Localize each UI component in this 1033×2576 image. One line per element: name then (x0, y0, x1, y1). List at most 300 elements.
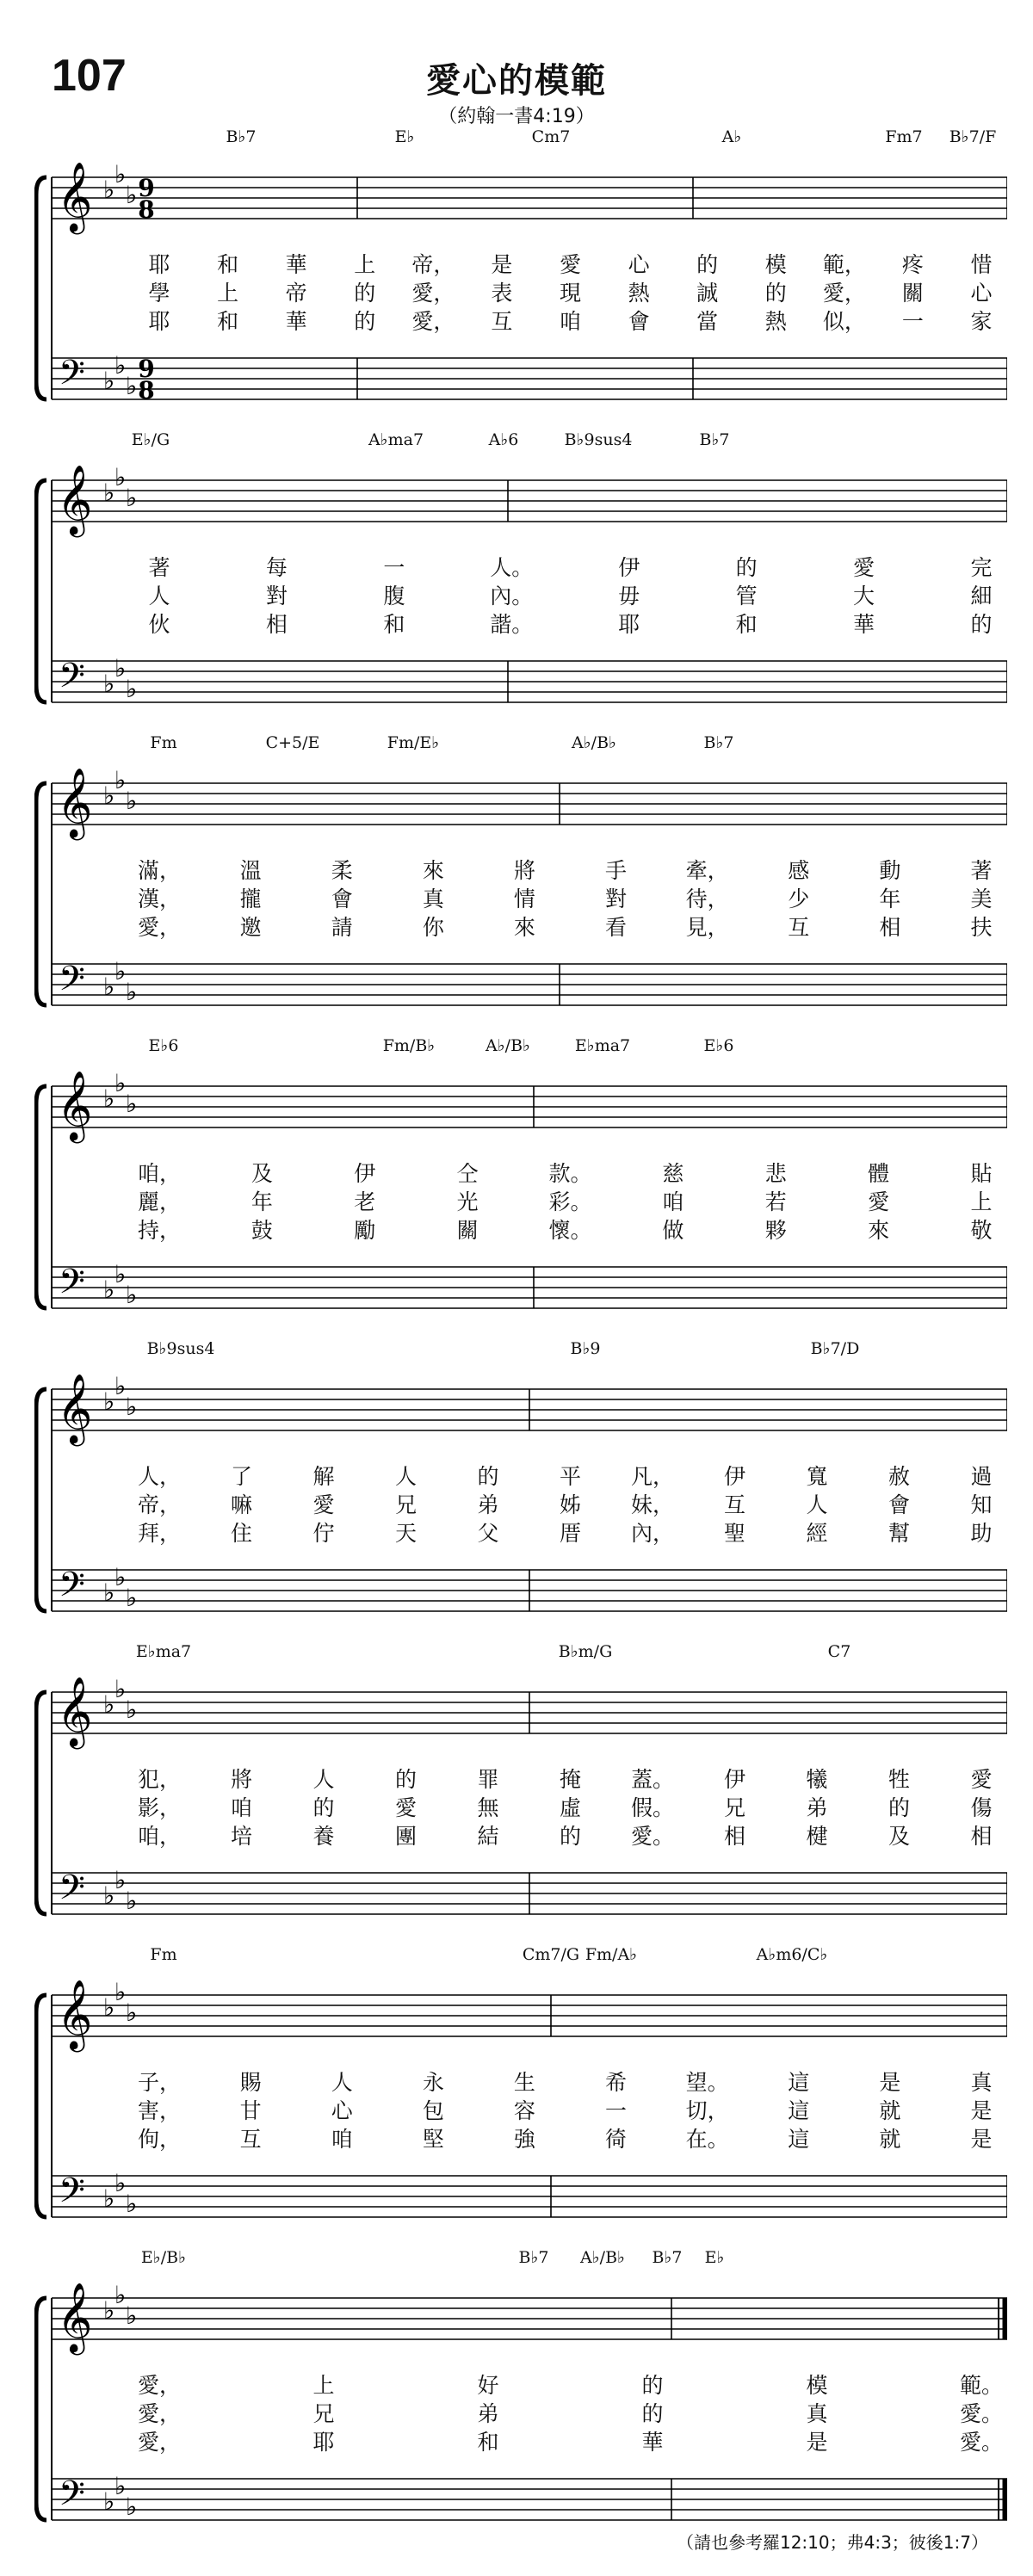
lyric-syllable: 動 (879, 858, 901, 883)
key-flat-icon: ♭ (126, 2301, 138, 2330)
treble-clef-icon: 𝄞 (57, 1373, 93, 1443)
lyric-syllable: 華 (853, 612, 875, 637)
key-flat-icon: ♭ (114, 351, 127, 380)
lyric-syllable: 諧。 (490, 612, 534, 637)
lyric-syllable: 持， (137, 1218, 182, 1243)
lyric-syllable: 帝， (411, 252, 455, 277)
lyric-syllable: 過 (970, 1464, 993, 1489)
lyric-syllable: 似， (822, 309, 866, 334)
lyric-syllable: 人。 (490, 555, 534, 580)
lyric-syllable: 愛 (559, 252, 582, 277)
lyric-syllable: 溫 (239, 858, 262, 883)
lyric-syllable: 愛 (394, 1795, 418, 1820)
chord-symbol: Cm7 (531, 127, 571, 146)
system-bracket (36, 480, 46, 702)
chord-symbol: B♭7/D (810, 1339, 860, 1358)
key-flat-icon: ♭ (103, 670, 115, 698)
hymn-title: 愛心的模範 (426, 61, 607, 101)
key-flat-icon: ♭ (114, 1866, 127, 1894)
lyric-syllable: 鼓 (251, 1218, 273, 1243)
key-flat-icon: ♭ (114, 2281, 127, 2309)
chord-symbol: A♭/B♭ (485, 1036, 531, 1055)
lyric-syllable: 姊 (559, 1492, 582, 1517)
score-system (34, 733, 1007, 1039)
lyric-syllable: 伊 (723, 1464, 746, 1489)
lyric-syllable: 上 (354, 252, 376, 277)
lyric-syllable: 大 (853, 584, 875, 608)
lyric-syllable: 愛， (137, 2401, 182, 2426)
treble-clef-icon: 𝄞 (57, 2282, 93, 2352)
lyric-syllable: 兄 (312, 2401, 335, 2426)
lyric-syllable: 柔 (331, 858, 353, 883)
chord-symbol: E♭/G (131, 430, 170, 449)
lyric-syllable: 範。 (959, 2373, 1004, 2398)
lyric-syllable: 款。 (548, 1161, 592, 1186)
chord-symbol: B♭7/F (949, 127, 997, 146)
lyric-syllable: 互 (788, 915, 810, 940)
lyric-syllable: 模 (764, 252, 787, 277)
key-flat-icon: ♭ (126, 1393, 138, 1421)
key-flat-icon: ♭ (126, 1281, 138, 1309)
lyric-syllable: 的 (641, 2373, 664, 2398)
lyric-syllable: 幫 (888, 1521, 911, 1546)
lyric-syllable: 賜 (239, 2070, 262, 2095)
lyric-syllable: 結 (477, 1824, 499, 1849)
lyric-syllable: 相 (879, 915, 901, 940)
lyric-syllable: 就 (879, 2127, 901, 2152)
system-bracket (36, 2298, 46, 2520)
lyric-syllable: 邀 (239, 915, 262, 940)
lyric-syllable: 美 (970, 886, 993, 911)
lyric-syllable: 咱 (662, 1189, 684, 1214)
lyric-syllable: 對 (605, 886, 628, 911)
lyric-syllable: 咱 (331, 2127, 353, 2152)
lyric-syllable: 做 (662, 1218, 684, 1243)
lyric-syllable: 是 (879, 2070, 901, 2095)
key-flat-icon: ♭ (114, 1069, 127, 1097)
chord-symbol: B♭9sus4 (564, 430, 633, 449)
system-bracket (36, 783, 46, 1005)
lyric-syllable: 愛 (312, 1492, 335, 1517)
lyric-syllable: 天 (394, 1521, 418, 1546)
lyric-syllable: 相 (723, 1824, 746, 1849)
lyric-syllable: 上 (312, 2373, 335, 2398)
lyric-syllable: 及 (888, 1824, 911, 1849)
lyric-syllable: 人 (312, 1767, 335, 1792)
score-system (34, 1642, 1007, 1948)
system-bracket (36, 1692, 46, 1914)
key-flat-icon: ♭ (126, 1584, 138, 1612)
chord-symbol: A♭/B♭ (571, 733, 617, 752)
chord-symbol: E♭6 (703, 1036, 734, 1055)
lyric-syllable: 佇 (312, 1521, 335, 1546)
chord-symbol: E♭ (394, 127, 415, 146)
lyric-syllable: 會 (331, 886, 353, 911)
hymn-number: 107 (52, 51, 127, 101)
lyric-syllable: 情 (513, 886, 535, 911)
lyric-syllable: 互 (239, 2127, 262, 2152)
lyric-syllable: 楗 (806, 1824, 828, 1849)
lyric-syllable: 徛 (605, 2127, 628, 2152)
key-flat-icon: ♭ (126, 787, 138, 815)
chord-symbol: B♭m/G (558, 1642, 613, 1661)
lyric-syllable: 夥 (764, 1218, 787, 1243)
lyric-syllable: 華 (285, 309, 307, 334)
key-flat-icon: ♭ (103, 1578, 115, 1607)
key-flat-icon: ♭ (103, 2184, 115, 2213)
lyric-syllable: 切， (685, 2098, 729, 2123)
system-bracket (36, 1389, 46, 1611)
lyric-syllable: 關 (456, 1218, 479, 1243)
lyric-syllable: 慈 (662, 1161, 684, 1186)
chord-symbol: B♭7 (652, 2248, 683, 2267)
lyric-syllable: 影， (137, 1795, 182, 1820)
key-flat-icon: ♭ (114, 1563, 127, 1591)
lyric-syllable: 了 (230, 1464, 253, 1489)
lyric-syllable: 的 (888, 1795, 911, 1820)
lyric-syllable: 生 (513, 2070, 535, 2095)
key-flat-icon: ♭ (114, 1260, 127, 1288)
key-flat-icon: ♭ (103, 781, 115, 810)
lyric-syllable: 會 (888, 1492, 911, 1517)
lyric-syllable: 和 (383, 612, 405, 637)
score-system (34, 2248, 1007, 2554)
bass-clef-icon: 𝄢 (59, 1565, 85, 1613)
lyric-syllable: 是 (491, 252, 513, 277)
system-bracket (36, 177, 46, 399)
lyric-syllable: 平 (559, 1464, 582, 1489)
key-flat-icon: ♭ (126, 1090, 138, 1118)
key-flat-icon: ♭ (114, 463, 127, 491)
score-system (34, 430, 1007, 736)
lyric-syllable: 待， (685, 886, 729, 911)
lyric-syllable: 住 (230, 1521, 253, 1546)
lyric-syllable: 人 (148, 584, 170, 608)
lyric-syllable: 將 (513, 858, 535, 883)
lyric-syllable: 拜， (137, 1521, 182, 1546)
lyric-syllable: 悲 (764, 1161, 787, 1186)
lyric-syllable: 耶 (148, 309, 170, 334)
lyric-syllable: 的 (477, 1464, 499, 1489)
lyric-syllable: 當 (696, 309, 719, 334)
lyric-syllable: 漢， (137, 886, 182, 911)
lyric-syllable: 著 (148, 555, 170, 580)
lyric-syllable: 希 (605, 2070, 628, 2095)
lyric-syllable: 父 (477, 1521, 499, 1546)
key-flat-icon: ♭ (114, 1675, 127, 1703)
lyric-syllable: 熱 (628, 281, 650, 306)
chord-symbol: A♭6 (488, 430, 519, 449)
lyric-syllable: 每 (265, 555, 288, 580)
bass-clef-icon: 𝄢 (59, 1868, 85, 1916)
lyric-syllable: 模 (806, 2373, 828, 2398)
lyric-syllable: 滿， (137, 858, 182, 883)
treble-clef-icon: 𝄞 (57, 1979, 93, 2049)
lyric-syllable: 見， (685, 915, 729, 940)
lyric-syllable: 這 (788, 2098, 810, 2123)
chord-symbol: Fm/B♭ (382, 1036, 436, 1055)
chord-symbol: Fm7 (885, 127, 923, 146)
key-flat-icon: ♭ (103, 1881, 115, 1910)
key-flat-icon: ♭ (114, 2169, 127, 2197)
lyric-syllable: 疼 (901, 252, 924, 277)
chord-symbol: Fm (150, 1945, 177, 1964)
lyric-syllable: 愛 (970, 1767, 993, 1792)
lyric-syllable: 赦 (888, 1464, 911, 1489)
lyric-syllable: 著 (970, 858, 993, 883)
key-flat-icon: ♭ (114, 1372, 127, 1400)
lyric-syllable: 假。 (630, 1795, 675, 1820)
lyric-syllable: 掩 (559, 1767, 582, 1792)
lyric-syllable: 伊 (618, 555, 640, 580)
lyric-syllable: 仝 (456, 1161, 479, 1186)
lyric-syllable: 一 (605, 2098, 628, 2123)
lyric-syllable: 人 (331, 2070, 353, 2095)
key-flat-icon: ♭ (114, 160, 127, 188)
lyric-syllable: 養 (312, 1824, 335, 1849)
lyric-syllable: 堅 (422, 2127, 444, 2152)
treble-clef-icon: 𝄞 (57, 1676, 93, 1746)
key-flat-icon: ♭ (103, 1387, 115, 1416)
lyric-syllable: 這 (788, 2070, 810, 2095)
lyric-syllable: 人， (137, 1464, 182, 1489)
lyric-syllable: 對 (265, 584, 288, 608)
chord-symbol: A♭m6/C♭ (756, 1945, 828, 1964)
lyric-syllable: 愛。 (959, 2430, 1004, 2455)
lyric-syllable: 人 (806, 1492, 828, 1517)
chord-symbol: B♭7 (226, 127, 257, 146)
lyric-syllable: 手 (605, 858, 628, 883)
lyric-syllable: 聖 (723, 1521, 746, 1546)
hymn-header (0, 0, 1033, 129)
lyric-syllable: 細 (970, 584, 993, 608)
lyric-syllable: 的 (354, 309, 376, 334)
lyric-syllable: 的 (764, 281, 787, 306)
lyric-syllable: 帝 (285, 281, 307, 306)
lyric-syllable: 就 (879, 2098, 901, 2123)
lyric-syllable: 望。 (685, 2070, 729, 2095)
lyric-syllable: 的 (312, 1795, 335, 1820)
key-flat-icon: ♭ (114, 1978, 127, 2006)
lyric-syllable: 體 (868, 1161, 890, 1186)
treble-clef-icon: 𝄞 (57, 767, 93, 837)
lyric-syllable: 愛。 (959, 2401, 1004, 2426)
lyric-syllable: 完 (970, 555, 993, 580)
lyric-syllable: 凡， (630, 1464, 675, 1489)
lyric-syllable: 妹， (630, 1492, 675, 1517)
lyric-syllable: 是 (970, 2127, 993, 2152)
key-flat-icon: ♭ (126, 978, 138, 1006)
key-flat-icon: ♭ (114, 766, 127, 794)
lyric-syllable: 伊 (723, 1767, 746, 1792)
key-flat-icon: ♭ (103, 1084, 115, 1113)
lyric-syllable: 年 (879, 886, 901, 911)
score-system (34, 1036, 1007, 1342)
chord-symbol: B♭9 (570, 1339, 601, 1358)
lyric-syllable: 愛， (137, 915, 182, 940)
lyric-syllable: 一 (383, 555, 405, 580)
footer-reference: （請也參考羅12:10；弗4:3；彼後1:7） (676, 2532, 988, 2553)
key-flat-icon: ♭ (126, 1696, 138, 1724)
lyric-syllable: 弟 (477, 1492, 499, 1517)
lyric-syllable: 愛， (137, 2430, 182, 2455)
treble-time-signature-top: 9 (138, 174, 155, 202)
key-flat-icon: ♭ (103, 2296, 115, 2325)
lyric-syllable: 子， (137, 2070, 182, 2095)
chord-symbol: B♭7 (703, 733, 734, 752)
lyric-syllable: 經 (806, 1521, 828, 1546)
key-flat-icon: ♭ (103, 479, 115, 507)
lyric-syllable: 咱 (559, 309, 582, 334)
lyric-syllable: 來 (868, 1218, 890, 1243)
lyric-syllable: 老 (354, 1189, 376, 1214)
lyric-syllable: 厝 (559, 1521, 582, 1546)
lyric-syllable: 的 (354, 281, 376, 306)
lyric-syllable: 敬 (970, 1218, 993, 1243)
lyric-syllable: 甘 (239, 2098, 262, 2123)
lyric-syllable: 真 (422, 886, 444, 911)
lyric-syllable: 助 (970, 1521, 993, 1546)
lyric-syllable: 愛， (411, 281, 455, 306)
lyric-syllable: 罪 (477, 1767, 499, 1792)
lyric-syllable: 弟 (806, 1795, 828, 1820)
lyric-syllable: 請 (331, 915, 353, 940)
chord-symbol: E♭ma7 (135, 1642, 192, 1661)
lyric-syllable: 傷 (970, 1795, 993, 1820)
lyric-syllable: 將 (230, 1767, 253, 1792)
lyric-syllable: 咱， (137, 1824, 182, 1849)
key-flat-icon: ♭ (126, 181, 138, 209)
lyric-syllable: 麗， (137, 1189, 182, 1214)
lyric-syllable: 心 (628, 252, 650, 277)
key-flat-icon: ♭ (126, 1887, 138, 1915)
lyric-syllable: 一 (901, 309, 924, 334)
key-flat-icon: ♭ (103, 367, 115, 395)
lyric-syllable: 弟 (477, 2401, 499, 2426)
lyric-syllable: 管 (735, 584, 758, 608)
lyric-syllable: 互 (723, 1492, 746, 1517)
key-flat-icon: ♭ (126, 2493, 138, 2521)
chord-symbol: A♭ (721, 127, 742, 146)
chord-symbol: Fm/E♭ (387, 733, 440, 752)
score-system (34, 1339, 1007, 1645)
lyric-syllable: 愛， (822, 281, 866, 306)
lyric-syllable: 和 (477, 2430, 499, 2455)
bass-clef-icon: 𝄢 (59, 959, 85, 1007)
key-flat-icon: ♭ (114, 957, 127, 985)
lyric-syllable: 內。 (490, 584, 534, 608)
lyric-syllable: 害， (137, 2098, 182, 2123)
lyric-syllable: 這 (788, 2127, 810, 2152)
lyric-syllable: 上 (217, 281, 239, 306)
lyric-syllable: 耶 (148, 252, 170, 277)
system-bracket (36, 1995, 46, 2217)
lyric-syllable: 毋 (618, 584, 640, 608)
lyric-syllable: 虛 (559, 1795, 582, 1820)
key-flat-icon: ♭ (126, 2190, 138, 2218)
lyric-syllable: 兄 (723, 1795, 746, 1820)
lyric-syllable: 年 (251, 1189, 273, 1214)
treble-time-signature-bottom: 8 (138, 195, 155, 224)
lyric-syllable: 扶 (970, 915, 993, 940)
bass-time-signature-top: 9 (138, 355, 155, 383)
lyric-syllable: 無 (477, 1795, 499, 1820)
lyric-syllable: 愛， (411, 309, 455, 334)
chord-symbol: Fm/A♭ (585, 1945, 638, 1964)
lyric-syllable: 知 (970, 1492, 993, 1517)
lyric-syllable: 愛 (853, 555, 875, 580)
lyric-syllable: 的 (696, 252, 719, 277)
lyric-syllable: 上 (970, 1189, 993, 1214)
lyric-syllable: 內， (630, 1521, 675, 1546)
lyric-syllable: 好 (477, 2373, 499, 2398)
lyric-syllable: 包 (422, 2098, 444, 2123)
key-flat-icon: ♭ (103, 1690, 115, 1719)
lyric-syllable: 耶 (312, 2430, 335, 2455)
bass-clef-icon: 𝄢 (59, 353, 85, 401)
lyric-syllable: 會 (628, 309, 650, 334)
lyric-syllable: 及 (251, 1161, 273, 1186)
lyric-syllable: 耶 (618, 612, 640, 637)
lyric-syllable: 互 (491, 309, 513, 334)
lyric-syllable: 蓋。 (630, 1767, 675, 1792)
lyric-syllable: 相 (970, 1824, 993, 1849)
chord-symbol: E♭/B♭ (140, 2248, 187, 2267)
lyric-syllable: 的 (735, 555, 758, 580)
lyric-syllable: 誠 (696, 281, 719, 306)
lyric-syllable: 和 (735, 612, 758, 637)
key-flat-icon: ♭ (103, 2487, 115, 2516)
lyric-syllable: 伊 (354, 1161, 376, 1186)
key-flat-icon: ♭ (103, 176, 115, 204)
lyric-syllable: 解 (312, 1464, 335, 1489)
lyric-syllable: 牽， (685, 858, 729, 883)
lyric-syllable: 的 (559, 1824, 582, 1849)
bass-clef-icon: 𝄢 (59, 656, 85, 704)
lyric-syllable: 的 (641, 2401, 664, 2426)
lyric-syllable: 在。 (685, 2127, 729, 2152)
lyric-syllable: 嘛 (230, 1492, 253, 1517)
lyric-syllable: 佝， (137, 2127, 182, 2152)
lyric-syllable: 永 (422, 2070, 444, 2095)
lyric-syllable: 感 (788, 858, 810, 883)
lyric-syllable: 愛。 (630, 1824, 675, 1849)
lyric-syllable: 看 (605, 915, 628, 940)
lyric-syllable: 犯， (137, 1767, 182, 1792)
key-flat-icon: ♭ (126, 1998, 138, 2027)
lyric-syllable: 寬 (806, 1464, 828, 1489)
score-system (34, 127, 1007, 433)
score-system (34, 1945, 1007, 2251)
bass-clef-icon: 𝄢 (59, 2171, 85, 2219)
lyric-syllable: 愛， (137, 2373, 182, 2398)
lyric-syllable: 熱 (764, 309, 787, 334)
chord-symbol: E♭6 (148, 1036, 179, 1055)
lyric-syllable: 學 (148, 281, 170, 306)
chord-symbol: A♭ma7 (368, 430, 424, 449)
lyric-syllable: 真 (970, 2070, 993, 2095)
lyric-syllable: 的 (394, 1767, 418, 1792)
lyric-syllable: 真 (806, 2401, 828, 2426)
lyric-syllable: 彩。 (548, 1189, 592, 1214)
lyric-syllable: 貼 (970, 1161, 993, 1186)
lyric-syllable: 勵 (354, 1218, 376, 1243)
lyric-syllable: 咱 (230, 1795, 253, 1820)
bass-clef-icon: 𝄢 (59, 2474, 85, 2522)
key-flat-icon: ♭ (126, 484, 138, 512)
key-flat-icon: ♭ (103, 1276, 115, 1304)
lyric-syllable: 是 (970, 2098, 993, 2123)
